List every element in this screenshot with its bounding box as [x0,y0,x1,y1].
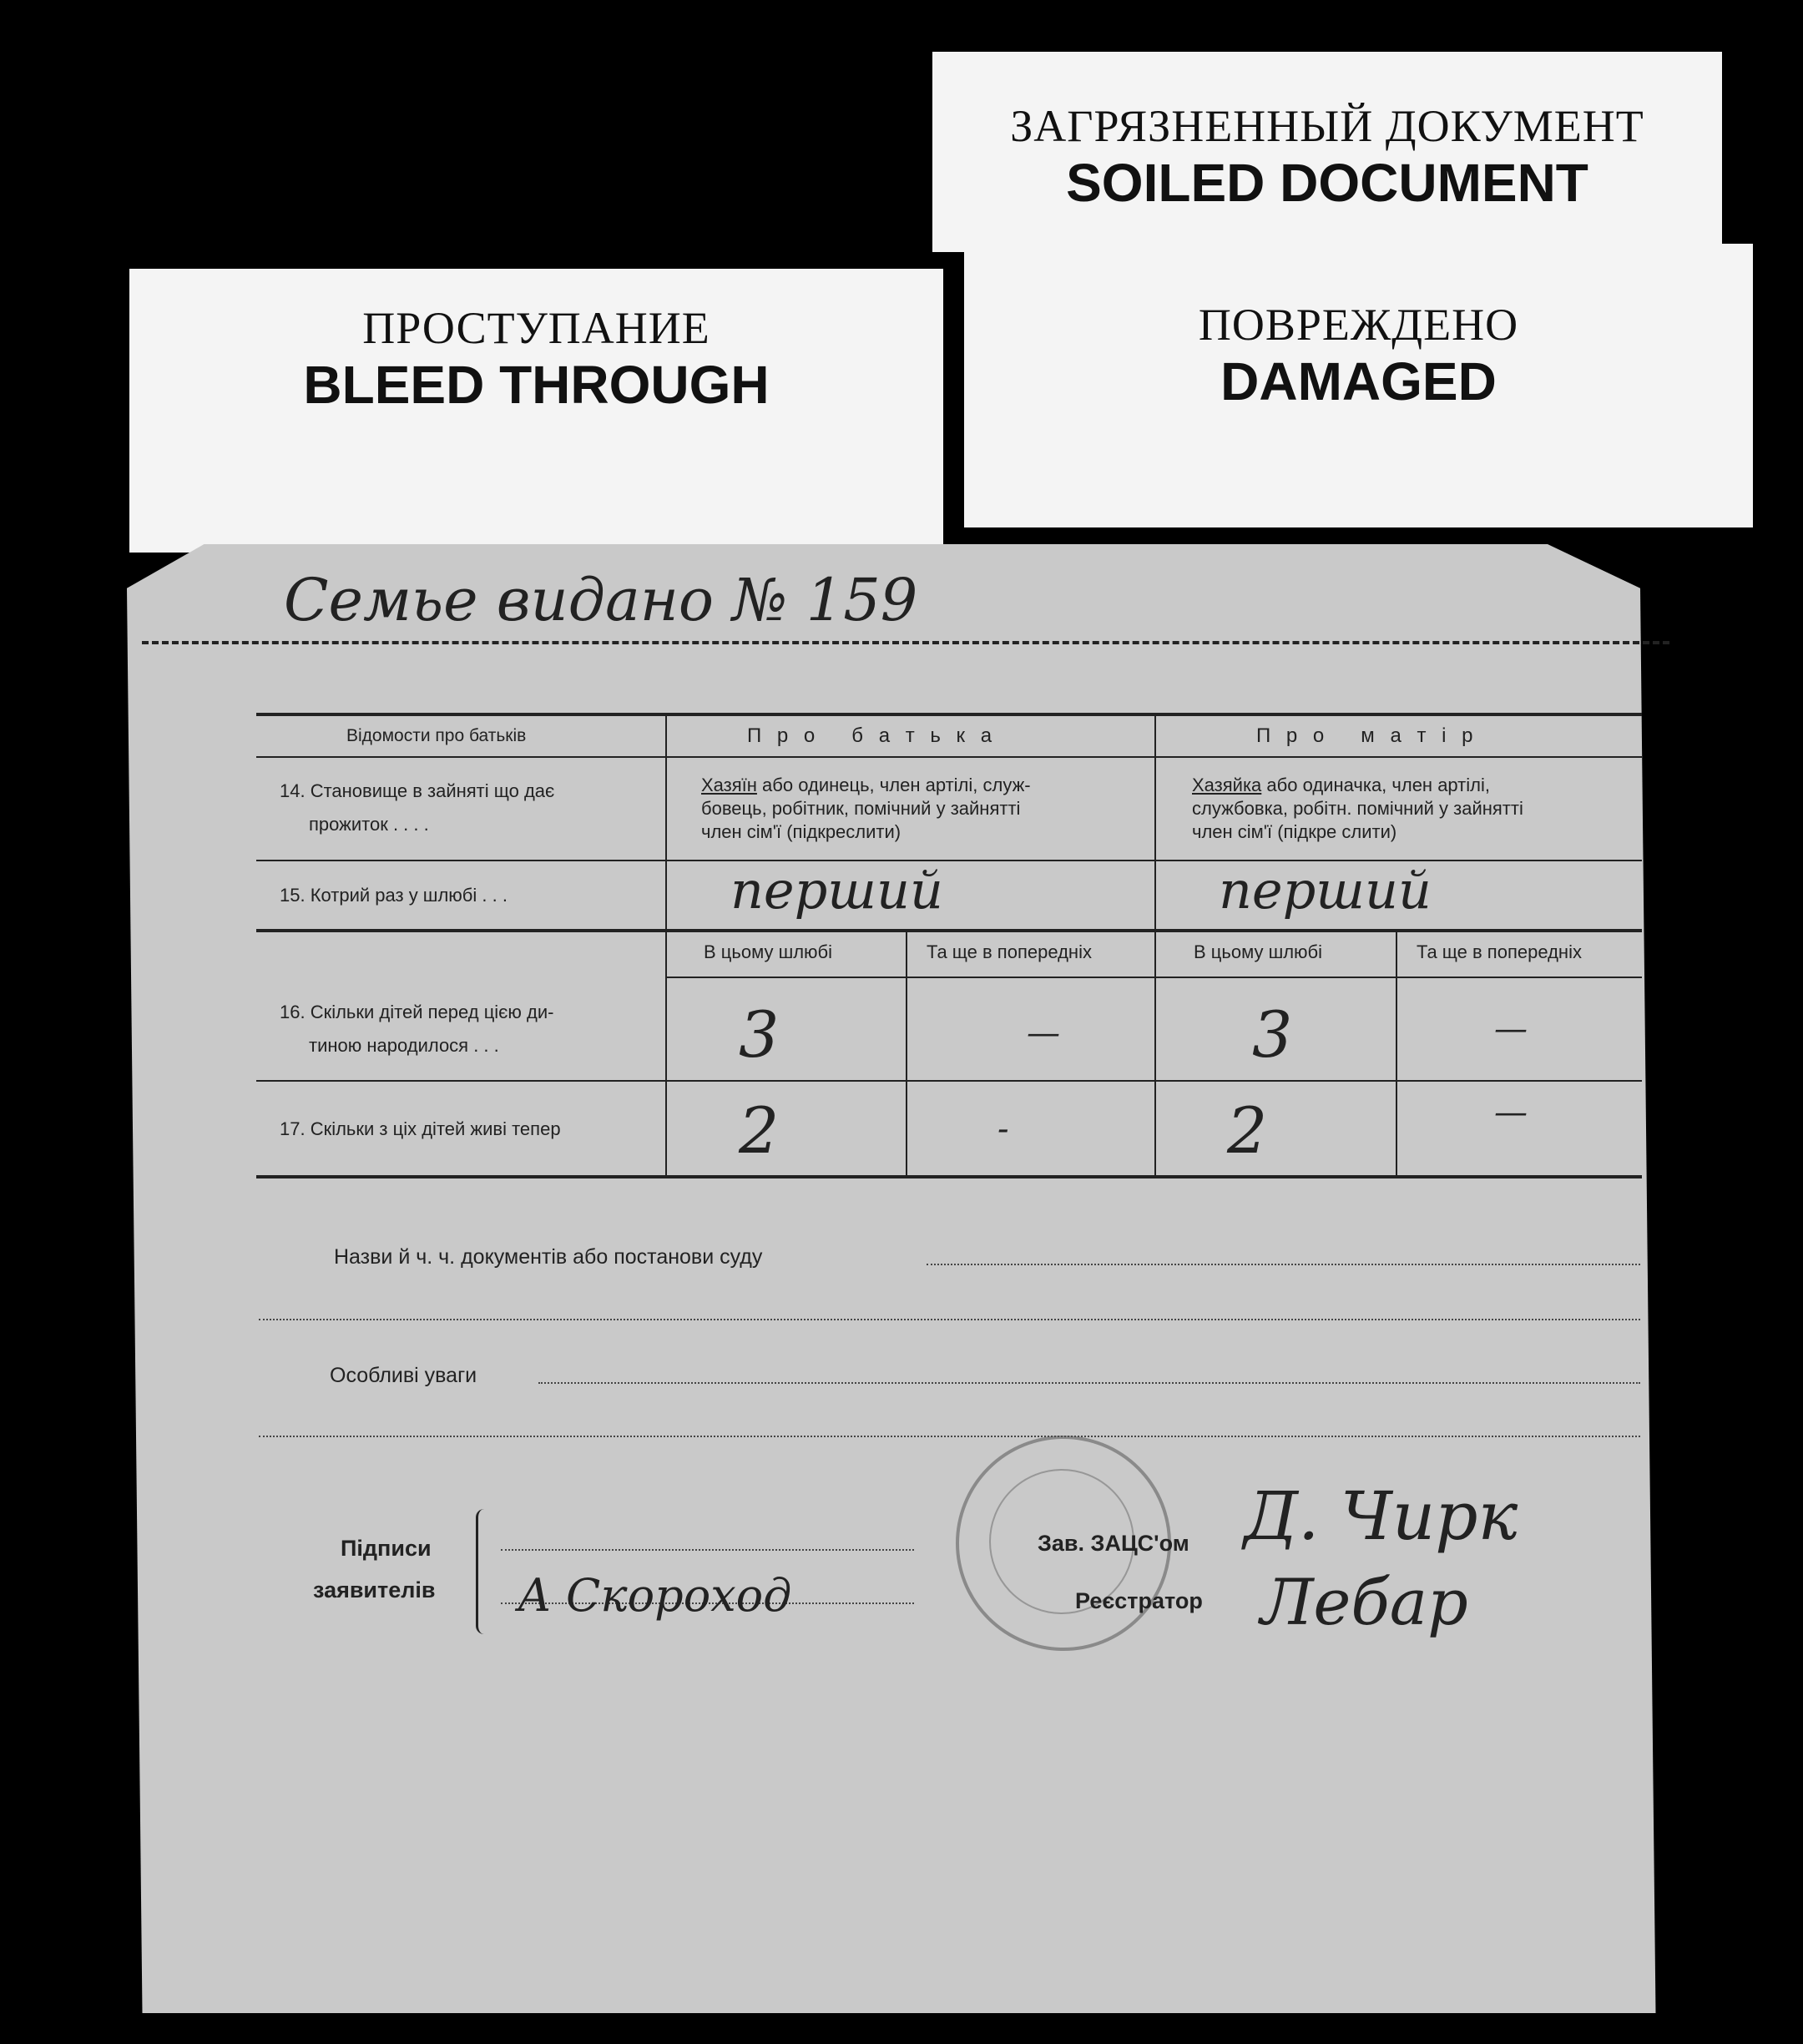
row17-mother-this: 2 [1227,1093,1268,1168]
damaged-label-ru: ПОВРЕЖДЕНО [1198,300,1519,350]
row14-father-line1-rest: або одинець, член артілі, служ- [756,775,1031,795]
registrar-label: Реєстратор [1075,1588,1203,1613]
applicants-brace [476,1509,493,1634]
applicant-signature: А Скороход [518,1569,792,1622]
row16-father-this: 3 [739,997,780,1072]
row16-label-line2: тиною народилося . . . [309,1035,499,1056]
row15-father-value: перший [730,860,943,921]
head-signature: Д. Чирк [1244,1477,1518,1555]
row14-label-line2: прожиток . . . . [309,814,429,835]
soiled-label-ru: ЗАГРЯЗНЕННЫЙ ДОКУМЕНТ [1010,101,1644,151]
table-bottom-line [256,1175,1642,1178]
subheader-father-previous: Та ще в попередніх [927,941,1092,962]
notes-label: Особливі уваги [330,1364,477,1387]
table-header-line [256,756,1642,758]
applicants-label-line2: заявителів [313,1577,436,1602]
notes-dots-1 [538,1382,1640,1384]
row14-mother-line1 [1192,775,1490,796]
col-header-mother: П р о м а т і р [1256,724,1478,747]
row14-mother-line1-rest: або одиначка, член артілі, [1261,775,1490,795]
row17-father-this: 2 [739,1093,780,1168]
documents-dots-2 [259,1319,1640,1320]
row17-mother-previous: — [1494,1093,1528,1132]
table-top-line [256,713,1642,716]
row17-label: 17. Скільки з ціх дітей живі тепер [280,1118,561,1139]
col-header-info: Відомости про батьків [346,726,527,745]
row16-label-line1: 16. Скільки дітей перед цією ди- [280,1002,554,1022]
table-row14-line [256,860,1642,861]
row15-label: 15. Котрий раз у шлюбі . . . [280,885,508,906]
applicants-label-line1: Підписи [341,1536,432,1561]
table-col-line-sub-2 [1396,931,1397,1177]
row14-father-line2: бовець, робітник, помічний у зайнятті [701,798,1021,819]
soiled-document-label [932,52,1722,252]
documents-label: Назви й ч. ч. документів або постанови суду [334,1245,763,1269]
bleed-label-ru: ПРОСТУПАНИЕ [362,303,710,353]
head-label: Зав. ЗАЦС'ом [1038,1531,1189,1556]
document-sheet [127,544,1671,2013]
table-row15-line [256,929,1642,932]
header-handwriting: Семье видано № 159 [284,566,918,634]
subheader-father-this: В цьому шлюбі [704,941,833,962]
documents-dots-1 [927,1264,1640,1265]
row14-mother-line2: службовка, робітн. помічний у зайнятті [1192,798,1523,819]
bleed-through-label [129,269,943,553]
table-row16-line [256,1080,1642,1082]
perforation-line [142,641,1669,644]
table-col-line-2 [1154,714,1156,1177]
subheader-mother-this: В цьому шлюбі [1194,941,1323,962]
table-subheader-line [665,977,1642,978]
soiled-label-en: SOILED DOCUMENT [1066,153,1588,213]
bleed-label-en: BLEED THROUGH [303,355,770,415]
row14-mother-line3: член сім'ї (підкре слити) [1192,821,1397,842]
row14-mother-underlined: Хазяйка [1192,775,1262,795]
table-col-line-sub-1 [906,931,907,1177]
subheader-mother-previous: Та ще в попередніх [1417,941,1582,962]
row16-father-previous: — [1027,1014,1060,1052]
damaged-label [964,244,1753,527]
row16-mother-previous: — [1494,1010,1528,1048]
row15-mother-value: перший [1219,860,1432,921]
notes-dots-2 [259,1436,1640,1437]
col-header-father: П р о б а т ь к а [747,724,997,747]
row14-label-line1: 14. Становище в зайняті що дає [280,780,555,801]
applicant-sign-line-1 [501,1549,914,1551]
row14-father-line3: член сім'ї (підкреслити) [701,821,902,842]
row14-father-line1 [701,775,1031,796]
table-col-line-1 [665,714,667,1177]
registrar-signature: Лебар [1260,1565,1468,1639]
row16-mother-this: 3 [1252,997,1293,1072]
row14-father-underlined: Хазяїн [701,775,757,795]
row17-father-previous: - [997,1110,1009,1148]
damaged-label-en: DAMAGED [1220,351,1497,411]
